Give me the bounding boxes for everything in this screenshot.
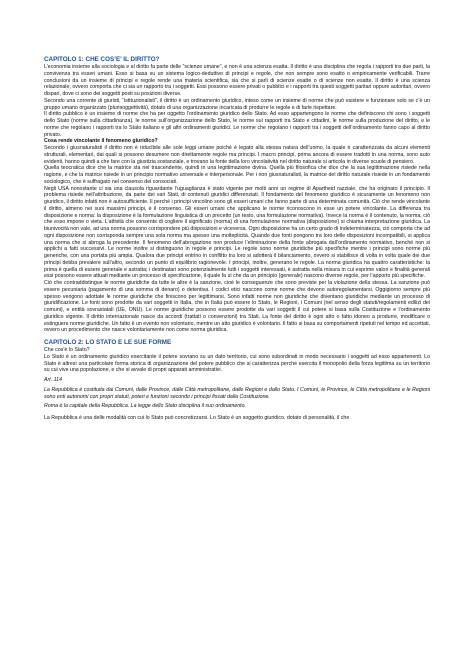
paragraph: L’economia insieme alla sociologia e al diritto fa parte delle “scienze umane”, e non è una scienza esatta. Il diritto è una disciplina che regola i rapporti tra due parti, la convivenza tra esseri umani. Esso si basa su un sistema logico-deduttivo di principi e regole, che non sempre sono esatto o empiricamente verificabili. Trarre conclusioni da un insieme di principi e regole rende una materia scientifica, sia che si parli di scienze esatte o di scienze non esatte. Il diritto è una scienza relazionale, ovvero comporta che ci sia un rapporto tra i soggetti. Essi possono essere privati o pubblici e i rapporti tra questi soggetti paritari oppure autoritari, ovvero dispari, dove ci sono dei soggetti posti su posizioni diverse.: [44, 64, 430, 97]
section-subtitle: Che cos’è lo Stato?: [44, 347, 90, 353]
article-paragraph: Roma è la capitale della Repubblica. La legge dello Stato disciplina il suo ordinamento.: [44, 403, 246, 410]
paragraph: Quella teocratica dice che la matrice sta nel trascendente, quindi in una legittimazione divina. Quella più filosofica che dice che la sua legittimazione risiede nella ragione, e che la matrice risiede in un principio normativo universale e interpersonale. Per i non giusnaturalisti, la matrice del diritto naturale risiede in un fondamento sociologico, che è suffragato nel consenso dei consociati.: [44, 165, 430, 185]
article-label: Art. 114: [44, 377, 62, 383]
chapter-2-title: CAPITOLO 2: LO STATO E LE SUE FORME: [44, 339, 172, 346]
paragraph: Secondo i giusnaturalisti il diritto non è riducibile alle sole leggi umane poiché è legato alla stessa natura dell’uomo, la quale è caratterizzata da alcuni elementi strutturali, elementari, dai quali si possono desumere non direttamente regole ma principi. I macro principi, prima ancora di essere tradotti in una norma, sono auto evidenti, hanno quindi a che fare con la giustizia sostanziale, e trovano la fonte della loro vincolatività nel diritto naturale si articola in diverse scuole di pensiero.: [44, 145, 430, 165]
section-heading: Cosa rende vincolante il fenomeno giuridico?: [44, 138, 158, 145]
article-paragraph: La Repubblica è costituita dai Comuni, dalle Province, dalle Città metropolitane, dalle Regioni e dallo Stato. I Comuni, le Province, le Città metropolitane e le Regioni sono enti autonomi con propri statuti, poteri e funzioni secondo i principi fissati dalla Costituzione.: [44, 386, 430, 400]
paragraph: Secondo una corrente di giuristi, “istituzionalisti”, il diritto è un ordinamento giuridico, inteso come un insieme di norme che può esistere e funzionare solo se c’è un gruppo umano organizzato (plurisoggettività), dotato di una organizzazione incaricata di produrre le regole e di farle rispettare.: [44, 97, 430, 111]
paragraph: Il diritto pubblico è un insieme di norme che ha per oggetto l’ordinamento giuridico dello Stato. Ad esso appartengono le norme che definiscono chi sono i soggetti dello Stato (norme sulla cittadinanza), le norme sull’organizzazione dello Stato, le norme sui rapporti tra Stato e cittadini, le norme sulla produzione del diritto, e le norme che regolano i rapporti tra lo Stato italiano e gli altri ordinamenti giuridici. Le norme che regolano i rapporti tra i soggetti dell’ordinamento fanno capo al diritto privato.: [44, 111, 430, 138]
chapter-1-title: CAPITOLO 1: CHE COS’E’ IL DIRITTO?: [44, 56, 160, 63]
paragraph: La Repubblica è una delle modalità con cui lo Stato può concretizzarsi. Lo Stato è un soggetto giuridico, dotato di personalità, il che: [44, 415, 350, 421]
paragraph: Negli USA nonostante ci sia una clausola riguardante l’uguaglianza è stato vigente per molti anni un regime di Apartheid razziale, che ha originato il principio. Il problema risiede nell’attribuzione, da parte dei vari Stati, di contenuti giuridici differenziati. Il fondamento del fenomeno giuridico è sicuramente un fenomeno non giuridico, il diritto infatti non è autosufficiente. Il perché i principi vincolino sono gli esseri umani che fanno parte di una determinata comunità. Ciò che rende vincolante il diritto, almeno nei suoi massimi principi, è il consenso. Gli esseri umani che applicano le norme riconoscono in esse un potere vincolante. La differenza tra disposizione e norma: la disposizione è la formulazione linguistica di un precetto (un testo, una formulazione normativa). Invece la norma è il contenuto, la norma, ciò che esso impone o vieta. L’attività che consente di cogliere il significato (norma) di una formulazione normativa (disposizione) si chiama interpretazione giuridica. La biunivocità non vale, ad una norma possono corrispondere più disposizioni e viceversa. Ogni disposizione ha un certo grado di indeterminatezza, ciò comporta che ad ogni disposizione non corrisponda sempre una sola norma ma spesso una molteplicità. Quando due fonti pongono tra loro delle disposizioni incompatibili, si applica una norma che si abroga la precedente. Il fenomeno dell’abrogazione non produce l’eliminazione della fonte abrogata dall’ordinamento normativo, benché non si applichi a fatti successivi. Le norme inoltre si distinguono in regole e principi. Le regole sono norme giuridiche più specifiche mentre i principi sono norme più generiche, con una portata più ampia. Qualora due principi entrino in conflitto tra loro si adotterà il bilanciamento, ovvero si stabilisce di volta in volta quale dei due principi debba prevalere sull’altro, secondo un punto di equilibrio ragionevole. I principi, inoltre, generano le regole. La norma giuridica ha quattro caratteristiche: la prima è quella di essere generale e astratta; i destinatari sono potenzialmente tutti i soggetti interessati, è astratta nella misura in cui esprime valori e finalità generali essi possono essere attuati mediante un processo di specificazione, il quale fa sì che da un principio (generale) nascono diverse regole, per l’apporto più specifiche.: [44, 185, 430, 280]
paragraph: Lo Stato è un ordinamento giuridico esercitante il potere sovrano su un dato territorio, cui sono subordinati in modo necessario i soggetti ad esso appartenenti. Lo Stato è altresì una particolare forma storica di organizzazione del potere pubblico che si caratterizza perché esercita il monopolio della forza legittima su un territorio su cui vive una popolazione, e che si avvale di propri apparati amministrativi.: [44, 353, 430, 374]
paragraph: Ciò che contraddistingue le norme giuridiche da tutte le altre è la sanzione, cioè le conseguenze che sono previste per la violazione della stessa. La sanzione può essere pecuniaria (pagamento di una somma di denaro) o detentiva. I codici etici nascono come norme che devono autoregolamentarsi. Oggigiorno sempre più spesso vengono adottate le norme giuridiche che finiscono per legittimarsi. Sono infatti norme non giuridiche che diventano giuridiche mediante un processo di giuridificazione. Le fonti sono prodotte da vari soggetti in Italia, che in Italia può essere lo Stato, le Regioni, i Comuni (nel senso degli statuti/regolamenti edilizi dei comuni), e entità sovrastatali (UE, ONU). Le norme giuridiche possono essere prodotte da vari soggetti il cui potere si basa sulla Costituzione e l’ordinamento giuridico vigente. Il diritto internazionale nasce da accordi (trattati o convenzioni) tra Stati. La fonte del diritto è ogni atto o fatto idoneo a produrre, modificare o estinguere norme giuridiche. Un fatto è un evento non volontario, mentre un atto giuridico è volontario. Il fatto si basa su comportamenti ripetuti nel tempo ed accettati, ovvero un procedimento che nasce volontariamente non come norma giuridica.: [44, 280, 430, 334]
